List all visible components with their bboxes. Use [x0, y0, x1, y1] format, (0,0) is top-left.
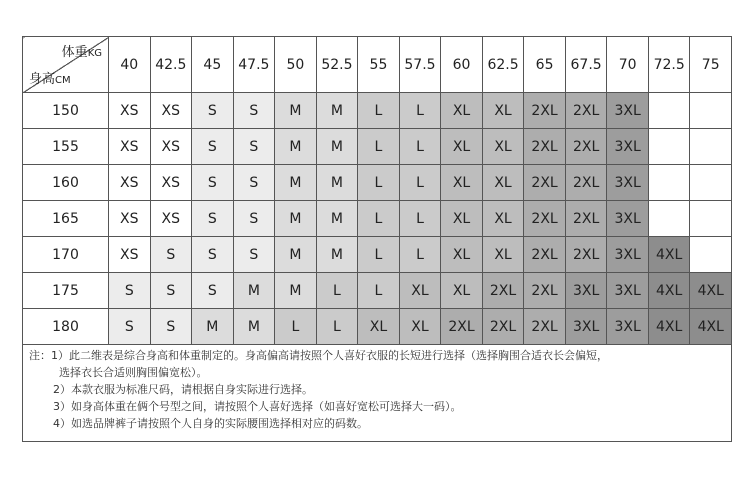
size-cell: 3XL	[607, 237, 649, 273]
size-cell: 3XL	[607, 93, 649, 129]
size-cell: L	[358, 93, 400, 129]
size-cell: XL	[358, 309, 400, 345]
size-cell: M	[275, 201, 317, 237]
size-cell: 2XL	[482, 309, 524, 345]
size-cell: 3XL	[607, 165, 649, 201]
size-cell: L	[275, 309, 317, 345]
weight-header-cell: 67.5	[565, 37, 607, 93]
size-row	[23, 129, 732, 165]
weight-header-cell: 52.5	[316, 37, 358, 93]
size-cell: 4XL	[648, 237, 690, 273]
size-cell: S	[192, 237, 234, 273]
size-cell: M	[233, 273, 275, 309]
size-row	[23, 165, 732, 201]
size-row	[23, 237, 732, 273]
size-cell: L	[316, 309, 358, 345]
weight-header-row	[23, 37, 732, 93]
note-1: 注：1）此二维表是综合身高和体重制定的。身高偏高请按照个人喜好衣服的长短进行选择（选择胸围合适衣长会偏短，	[29, 349, 608, 362]
size-cell: 4XL	[648, 309, 690, 345]
size-cell: L	[399, 237, 441, 273]
size-cell: S	[233, 165, 275, 201]
size-cell: S	[192, 93, 234, 129]
size-cell: XL	[482, 165, 524, 201]
size-row	[23, 93, 732, 129]
size-cell: 2XL	[482, 273, 524, 309]
weight-header-cell: 42.5	[150, 37, 192, 93]
height-axis-label: 身高CM	[29, 72, 71, 87]
size-cell: XL	[482, 237, 524, 273]
size-cell: XL	[441, 237, 483, 273]
size-cell	[690, 165, 732, 201]
size-cell: XS	[109, 129, 151, 165]
size-cell: M	[316, 201, 358, 237]
size-cell	[690, 129, 732, 165]
weight-header-cell: 65	[524, 37, 566, 93]
weight-header-cell: 70	[607, 37, 649, 93]
size-cell: XL	[399, 273, 441, 309]
note-1-continued: 选择衣长合适则胸围偏宽松）。	[59, 366, 208, 379]
size-cell: M	[233, 309, 275, 345]
height-header-cell: 155	[23, 129, 109, 165]
size-cell	[648, 165, 690, 201]
size-cell: XL	[441, 273, 483, 309]
weight-axis-label: 体重KG	[61, 45, 102, 60]
size-cell: L	[399, 165, 441, 201]
size-row	[23, 201, 732, 237]
size-cell: XL	[399, 309, 441, 345]
size-cell: 2XL	[565, 201, 607, 237]
size-cell: L	[358, 237, 400, 273]
size-cell: S	[192, 273, 234, 309]
size-cell: M	[316, 93, 358, 129]
size-cell: 3XL	[607, 129, 649, 165]
size-cell: L	[358, 129, 400, 165]
size-cell: M	[275, 165, 317, 201]
size-cell: XS	[150, 165, 192, 201]
size-cell: M	[275, 93, 317, 129]
size-cell: 3XL	[565, 309, 607, 345]
size-cell: 2XL	[524, 165, 566, 201]
height-header-cell: 160	[23, 165, 109, 201]
size-cell: XL	[482, 201, 524, 237]
size-cell: XL	[441, 165, 483, 201]
size-cell: L	[399, 93, 441, 129]
weight-header-cell: 45	[192, 37, 234, 93]
size-cell: 2XL	[524, 273, 566, 309]
size-cell: 4XL	[648, 273, 690, 309]
size-cell: 2XL	[565, 165, 607, 201]
size-table	[22, 36, 732, 345]
size-cell: XS	[109, 201, 151, 237]
size-cell	[648, 129, 690, 165]
note-4: 4）如选品牌裤子请按照个人自身的实际腰围选择相对应的码数。	[53, 417, 368, 430]
size-cell: M	[275, 129, 317, 165]
size-cell: S	[109, 309, 151, 345]
size-cell: L	[358, 165, 400, 201]
size-cell	[648, 93, 690, 129]
size-cell: XS	[150, 93, 192, 129]
size-cell: 3XL	[565, 273, 607, 309]
size-cell: 2XL	[565, 237, 607, 273]
size-cell: M	[316, 237, 358, 273]
size-cell: XS	[109, 237, 151, 273]
size-cell: XL	[482, 129, 524, 165]
size-cell: L	[399, 129, 441, 165]
size-cell: 2XL	[524, 309, 566, 345]
weight-header-cell: 60	[441, 37, 483, 93]
size-cell	[690, 237, 732, 273]
size-cell: M	[316, 129, 358, 165]
size-cell: 2XL	[441, 309, 483, 345]
size-cell: 2XL	[524, 129, 566, 165]
size-row	[23, 309, 732, 345]
size-cell: XL	[441, 129, 483, 165]
size-cell	[648, 201, 690, 237]
size-cell	[690, 93, 732, 129]
size-cell: S	[233, 129, 275, 165]
size-cell: S	[150, 237, 192, 273]
size-cell: S	[109, 273, 151, 309]
size-cell: M	[316, 165, 358, 201]
size-cell: S	[233, 93, 275, 129]
size-cell: 2XL	[565, 93, 607, 129]
size-cell: L	[399, 201, 441, 237]
weight-header-cell: 72.5	[648, 37, 690, 93]
note-2: 2）本款衣服为标准尺码，请根据自身实际进行选择。	[53, 383, 313, 396]
size-cell: 2XL	[565, 129, 607, 165]
size-cell: 3XL	[607, 201, 649, 237]
weight-header-cell: 57.5	[399, 37, 441, 93]
weight-header-cell: 40	[109, 37, 151, 93]
height-header-cell: 165	[23, 201, 109, 237]
size-cell: XL	[441, 201, 483, 237]
height-header-cell: 170	[23, 237, 109, 273]
size-cell: M	[275, 273, 317, 309]
size-cell: L	[358, 273, 400, 309]
size-cell: S	[192, 201, 234, 237]
size-cell	[690, 201, 732, 237]
size-cell: S	[192, 129, 234, 165]
size-cell: S	[192, 165, 234, 201]
note-3: 3）如身高体重在俩个号型之间，请按照个人喜好选择（如喜好宽松可选择大一码）。	[53, 400, 462, 413]
size-row	[23, 273, 732, 309]
size-cell: L	[316, 273, 358, 309]
size-chart	[22, 36, 732, 442]
size-cell: 3XL	[607, 273, 649, 309]
size-cell: 4XL	[690, 273, 732, 309]
weight-header-cell: 62.5	[482, 37, 524, 93]
size-cell: XS	[109, 165, 151, 201]
size-cell: 2XL	[524, 237, 566, 273]
size-cell: S	[150, 273, 192, 309]
size-cell: M	[192, 309, 234, 345]
size-cell: S	[150, 309, 192, 345]
size-cell: M	[275, 237, 317, 273]
size-cell: 4XL	[690, 309, 732, 345]
size-cell: L	[358, 201, 400, 237]
weight-header-cell: 50	[275, 37, 317, 93]
notes-section	[23, 341, 731, 432]
size-cell: XL	[482, 93, 524, 129]
weight-header-cell: 55	[358, 37, 400, 93]
height-header-cell: 150	[23, 93, 109, 129]
size-cell: 2XL	[524, 93, 566, 129]
size-cell: XS	[150, 201, 192, 237]
size-cell: S	[233, 237, 275, 273]
size-cell: 3XL	[607, 309, 649, 345]
corner-header	[23, 37, 109, 93]
size-cell: XL	[441, 93, 483, 129]
height-header-cell: 180	[23, 309, 109, 345]
height-header-cell: 175	[23, 273, 109, 309]
size-cell: XS	[109, 93, 151, 129]
size-cell: S	[233, 201, 275, 237]
size-cell: 2XL	[524, 201, 566, 237]
weight-header-cell: 75	[690, 37, 732, 93]
size-cell: XS	[150, 129, 192, 165]
weight-header-cell: 47.5	[233, 37, 275, 93]
